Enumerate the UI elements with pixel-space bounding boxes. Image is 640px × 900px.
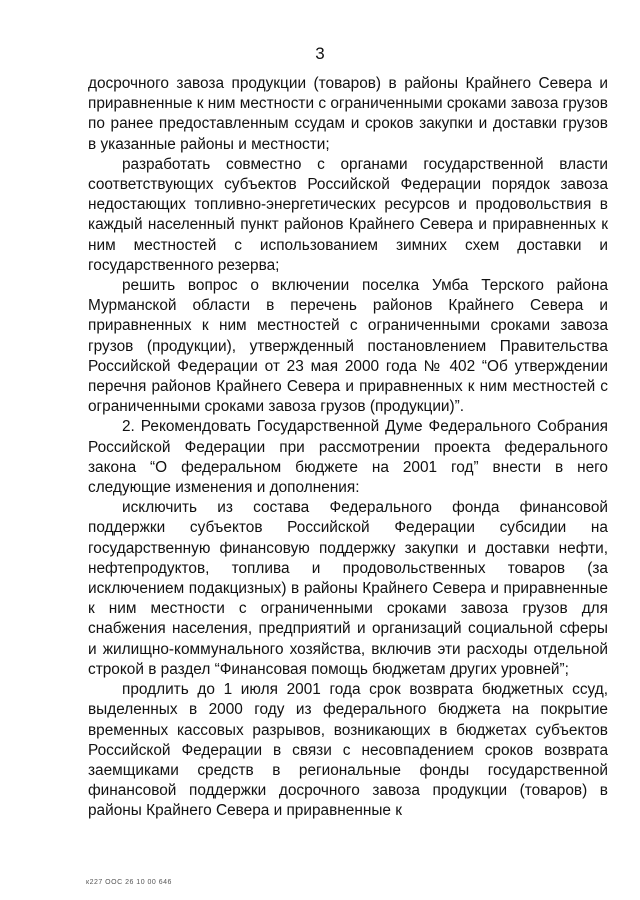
paragraph: 2. Рекомендовать Государственной Думе Федерального Собрания Российской Федерации при рассмотрении проекта федерального закона “О федеральном бюджете на 2001 год” внести в него следующие изменения и дополнения: <box>88 418 608 497</box>
document-body <box>88 74 608 822</box>
paragraph: исключить из состава Федерального фонда финансовой поддержки субъектов Российской Федерации субсидии на государственную финансовую поддержку закупки и доставки нефти, нефтепродуктов, топлива и продовольственных товаров (за исключением подакцизных) в районы Крайнего Севера и приравненные к ним местности с ограниченными сроками завоза грузов для снабжения населения, предприятий и организаций социальной сферы и жилищно-коммунального хозяйства, включив эти расходы отдельной строкой в раздел “Финансовая помощь бюджетам других уровней”; <box>88 499 608 678</box>
paragraph: продлить до 1 июля 2001 года срок возврата бюджетных ссуд, выделенных в 2000 году из федерального бюджета на покрытие временных кассовых разрывов, возникающих в бюджетах субъектов Российской Федерации в связи с несовпадением сроков возврата заемщиками средств в региональные фонды государственной финансовой поддержки досрочного завоза продукции (товаров) в районы Крайнего Севера и приравненные к <box>88 681 608 820</box>
footer-code: к227 ООС 26 10 00 646 <box>86 879 172 886</box>
page-number: 3 <box>315 44 325 63</box>
paragraph: решить вопрос о включении поселка Умба Терского района Мурманской области в перечень районов Крайнего Севера и приравненных к ним местностей с ограниченными сроками завоза грузов (продукции), утвержденный постановлением Правительства Российской Федерации от 23 мая 2000 года № 402 “Об утверждении перечня районов Крайнего Севера и приравненных к ним местностей с ограниченными сроками завоза грузов (продукции)”. <box>88 277 608 416</box>
paragraph: досрочного завоза продукции (товаров) в районы Крайнего Севера и приравненные к ним местности с ограниченными сроками завоза грузов по ранее предоставленным ссудам и сроков закупки и доставки грузов в указанные районы и местности; <box>88 75 608 153</box>
paragraph: разработать совместно с органами государственной власти соответствующих субъектов Российской Федерации порядок завоза недостающих топливно-энергетических ресурсов и продовольствия в каждый населенный пункт районов Крайнего Севера и приравненных к ним местностей с использованием зимних схем доставки и государственного резерва; <box>88 155 608 274</box>
